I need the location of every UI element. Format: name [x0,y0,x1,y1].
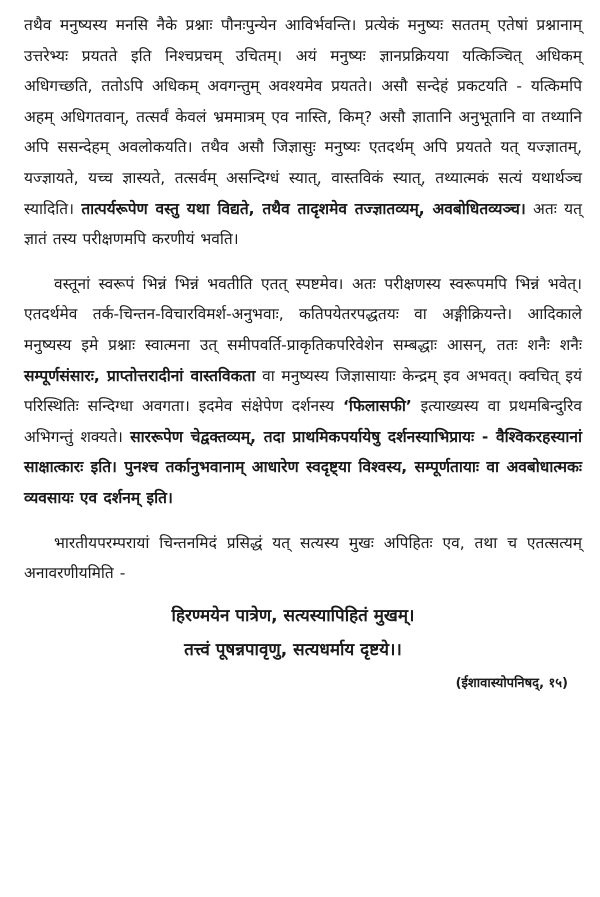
paragraph-2-bold-3: साररूपेण चेद्वक्तव्यम्, तदा प्राथमिकपर्यायेषु दर्शनस्याभिप्रायः - वैश्विकरहस्यानां साक्षात्कारः इति। पुनश्च तर्कानुभवानाम् आधारेण स्वदृष्ट्या विश्वस्य, सम्पूर्णतायाः वा अवबोधात्मकः व्यवसायः एव दर्शनम् इति। [24,427,582,507]
paragraph-1-text-2: अतः यत् ज्ञातं तस्य परीक्षणमपि करणीयं भवति। [24,199,582,249]
paragraph-1 [24,10,582,255]
paragraph-2 [24,269,582,514]
verse-block [24,599,582,667]
paragraph-1-bold-1: तात्पर्यरूपेण वस्तु यथा विद्यते, तथैव तादृशमेव तज्ज्ञातव्यम्, अवबोधितव्यञ्च। [81,199,526,218]
verse-line-1: हिरण्मयेन पात्रेण, सत्यस्यापिहितं मुखम्। [171,605,415,626]
paragraph-1-text-1: तथैव मनुष्यस्य मनसि नैके प्रश्नाः पौनःपुन्येन आविर्भवन्ति। प्रत्येकं मनुष्यः सततम् एतेषां प्रश्नानाम् उत्तरेभ्यः प्रयतते इति निश्चप्रचम् उचितम्। अयं मनुष्यः ज्ञानप्रक्रियया यत्किञ्चित् अधिकम् अधिगच्छति, ततोऽपि अधिकम् अवगन्तुम् अवश्यमेव प्रयतते। असौ सन्देहं प्रकटयति - यत्किमपि अहम् अधिगतवान्, तत्सर्वं केवलं भ्रममात्रम् एव नास्ति, किम्? असौ ज्ञातानि अनुभूतानि वा तथ्यानि अपि ससन्देहम् अवलोकयति। तथैव असौ जिज्ञासुः मनुष्यः एतदर्थम् अपि प्रयतते यत् यज्ज्ञातम्, यज्ज्ञायते, यच्च ज्ञास्यते, तत्सर्वम् असन्दिग्धं स्यात्, वास्तविकं स्यात्, तथ्यात्मकं सत्यं यथार्थञ्च स्यादिति। [24,16,583,218]
paragraph-2-bold-2: ‘फिलासफी’ [343,397,412,416]
verse-source-citation: (ईशावास्योपनिषद्, १५) [455,675,568,691]
verse-line-2: तत्त्वं पूषन्नपावृणु, सत्यधर्माय दृष्टये।। [184,639,402,660]
paragraph-2-text-2: वा मनुष्यस्य जिज्ञासायाः केन्द्रम् इव अभवत्। क्वचित् इयं परिस्थितिः सन्दिग्धा अवगता। इदमेव संक्षेपेण दर्शनस्य [24,366,583,416]
paragraph-2-bold-1: सम्पूर्णसंसारः, प्राप्तोत्तरादीनां वास्तविकता [24,366,256,385]
paragraph-2-text-3: इत्याख्यस्य वा प्रथमबिन्दुरिव अभिगन्तुं शक्यते। [24,397,582,446]
paragraph-3 [24,528,582,589]
paragraph-3-text-1: भारतीयपरम्परायां चिन्तनमिदं प्रसिद्धं यत् सत्यस्य मुखः अपिहितः एव, तथा च एतत्सत्यम् अनावरणीयमिति - [24,533,582,583]
paragraph-2-text-1: वस्तूनां स्वरूपं भिन्नं भिन्नं भवतीति एतत् स्पष्टमेव। अतः परीक्षणस्य स्वरूपमपि भिन्नं भवेत्। एतदर्थमेव तर्क-चिन्तन-विचारविमर्श-अनुभवाः, कतिपयेतरपद्धतयः वा अङ्गीक्रियन्ते। आदिकाले मनुष्यस्य इमे प्रश्नाः स्वात्मना उत् समीपवर्ति-प्राकृतिकपरिवेशेन सम्बद्धाः आसन्, ततः शनैः शनैः [24,274,582,354]
